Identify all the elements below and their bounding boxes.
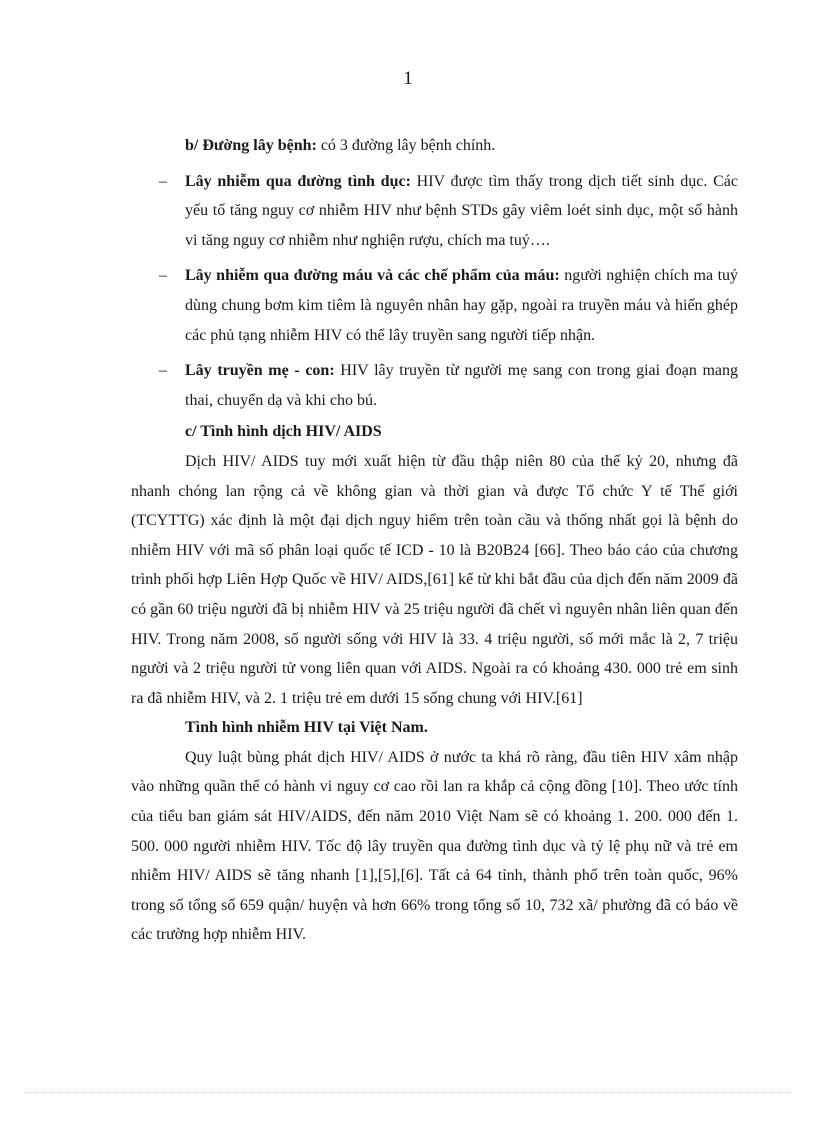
bullet-item-blood [159, 261, 739, 350]
dash-bullet-icon: – [159, 362, 167, 380]
bullet-heading: Lây truyền mẹ - con: [185, 362, 335, 380]
section-b-text: có 3 đường lây bệnh chính. [316, 137, 496, 154]
bullet-heading: Lây nhiễm qua đường máu và các chế phẩm của máu: [185, 267, 560, 285]
bullet-text: HIV được tìm thấy trong dịch tiết sinh dục. Các yếu tố tăng nguy cơ nhiễm HIV như bệnh STDs gây viêm loét sinh dục, một số hành vi tăng nguy cơ nhiễm như nghiện rượu, chích ma tuý…. [185, 172, 738, 249]
section-b [185, 131, 738, 161]
page-number: 1 [403, 68, 413, 89]
bullet-text: HIV lây truyền từ người mẹ sang con trong giai đoạn mang thai, chuyển dạ và khi cho bú. [185, 362, 738, 409]
bullet-text: người nghiện chích ma tuý dùng chung bơm kim tiêm là nguyên nhân hay gặp, ngoài ra truyền máu và hiến ghép các phủ tạng nhiễm HIV có thể lây truyền sang người tiếp nhận. [185, 267, 739, 344]
section-c-paragraph: Dịch HIV/ AIDS tuy mới xuất hiện từ đầu thập niên 80 của thế kỷ 20, nhưng đã nhanh chóng lan rộng cả về không gian và thời gian và được Tổ chức Y tế Thế giới (TCYTTG) xác định là một đại dịch nguy hiểm trên toàn cầu và thống nhất gọi là bệnh do nhiễm HIV với mã số phân loại quốc tế ICD - 10 là B20B24 [66]. Theo báo cáo của chương trình phối hợp Liên Hợp Quốc về HIV/ AIDS,[61] kể từ khi bắt đầu của dịch đến năm 2009 đã có gần 60 triệu người đã bị nhiễm HIV và 25 triệu người đã chết vì nguyên nhân liên quan đến HIV. Trong năm 2008, số người sống với HIV là 33. 4 triệu người, số mới mắc là 2, 7 triệu người và 2 triệu người tử vong liên quan với AIDS. Ngoài ra có khoảng 430. 000 trẻ em sinh ra đã nhiễm HIV, và 2. 1 triệu trẻ em dưới 15 sống chung với HIV.[61] [131, 452, 738, 707]
dash-bullet-icon: – [159, 172, 167, 190]
page-bottom-divider [24, 1092, 792, 1093]
dash-bullet-icon: – [159, 267, 167, 285]
bullet-heading: Lây nhiễm qua đường tình dục: [185, 172, 411, 190]
bullet-item-sexual [159, 167, 738, 256]
section-vn-paragraph: Quy luật bùng phát dịch HIV/ AIDS ở nước ta khá rõ ràng, đầu tiên HIV xâm nhập vào những quần thể có hành vi nguy cơ cao rồi lan ra khắp cả cộng đồng [10]. Theo ước tính của tiểu ban giám sát HIV/AIDS, đến năm 2010 Việt Nam sẽ có khoảng 1. 200. 000 đến 1. 500. 000 người nhiễm HIV. Tốc độ lây truyền qua đường tình dục và tỷ lệ phụ nữ và trẻ em nhiễm HIV/ AIDS sẽ tăng nhanh [1],[5],[6]. Tất cả 64 tỉnh, thành phố trên toàn quốc, 96% trong số tổng số 659 quận/ huyện và hơn 66% trong tổng số 10, 732 xã/ phường đã có báo về các trường hợp nhiễm HIV. [131, 748, 738, 944]
bullet-item-mother-child [159, 356, 738, 415]
document-body [131, 131, 739, 950]
section-vn-heading [185, 713, 738, 743]
section-c-heading-text: c/ Tình hình dịch HIV/ AIDS [185, 423, 382, 441]
section-b-heading: b/ Đường lây bệnh: [185, 137, 317, 154]
section-c-heading [185, 417, 738, 447]
section-vn-heading-text: Tình hình nhiễm HIV tại Việt Nam. [185, 719, 428, 737]
